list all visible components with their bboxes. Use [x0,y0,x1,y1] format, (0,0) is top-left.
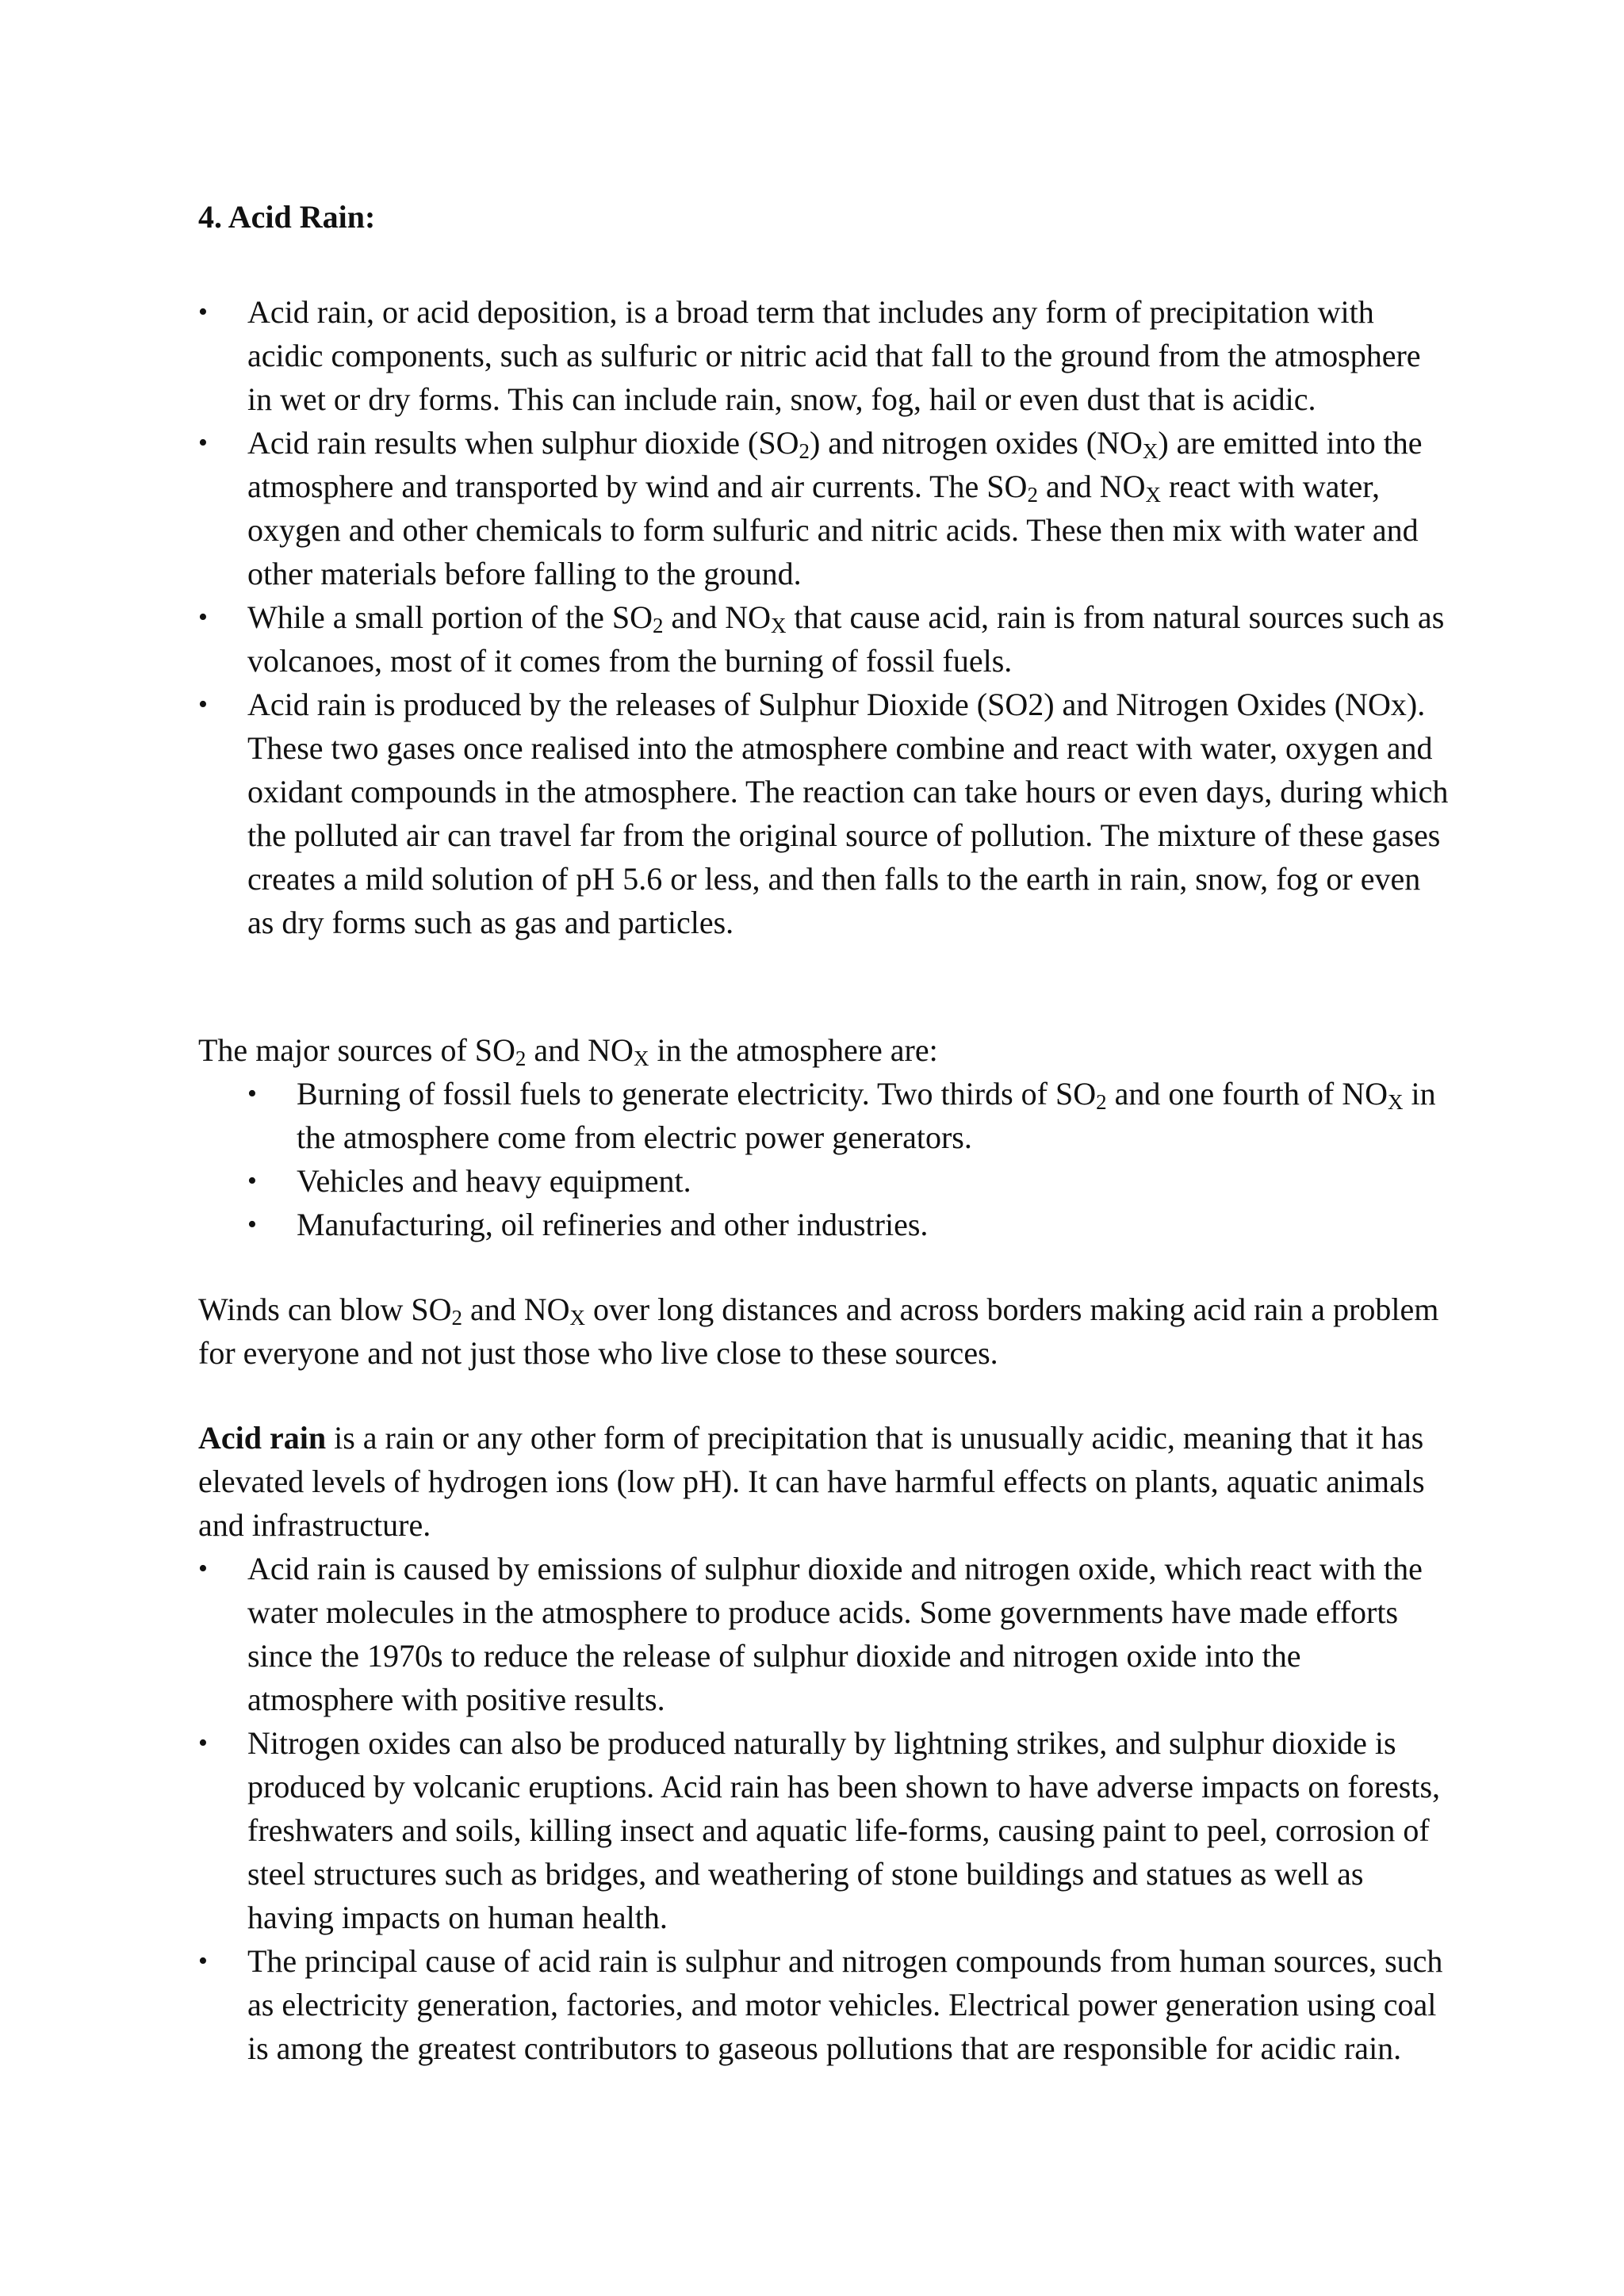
sources-list [198,1072,1451,1246]
definition-term: Acid rain [198,1420,327,1456]
definition-paragraph: Acid rain is a rain or any other form of precipitation that is unusually acidic, meaning that it has elevated levels of hydrogen ions (low pH). It can have harmful effects on plants, aquatic animals and infrastructure. [198,1420,1425,1543]
intro-bullet-list-container [198,290,1451,944]
intro-bullet-list [198,290,1451,944]
intro-bullet-2: • Acid rain results when sulphur dioxide $(SO_2)$ and nitrogen oxides $(NO_X)$ are emitted into the atmosphere and transported by wind and air currents. The $SO_2$ and $NO_X$ react with water, oxygen and other chemicals to form sulfuric and nitric acids. These then mix with water and other materials before falling to the ground. [198,421,1451,595]
more-bullet-list [198,1547,1451,2070]
more-bullet-1: • Acid rain is caused by emissions of sulphur dioxide and nitrogen oxide, which react with the water molecules in the atmosphere to produce acids. Some governments have made efforts since the 1970s to reduce the release of sulphur dioxide and nitrogen oxide into the atmosphere with positive results. [198,1547,1451,1721]
intro-bullet-3: • While a small portion of the $SO_2$ and $NO_X$ that cause acid, rain is from natural sources such as volcanoes, most of it comes from the burning of fossil fuels. [198,595,1451,683]
winds-paragraph: Winds can blow $SO_2$ and $NO_X$ over long distances and across borders making acid rain a problem for everyone and not just those who live close to these sources. [198,1292,1439,1371]
intro-bullet-4: • Acid rain is produced by the releases of Sulphur Dioxide (SO2) and Nitrogen Oxides (NOx). These two gases once realised into the atmosphere combine and react with water, oxygen and oxidant compounds in the atmosphere. The reaction can take hours or even days, during which the polluted air can travel far from the original source of pollution. The mixture of these gases creates a mild solution of pH 5.6 or less, and then falls to the earth in rain, snow, fog or even as dry forms such as gas and particles. [198,683,1451,944]
more-bullet-3: • The principal cause of acid rain is sulphur and nitrogen compounds from human sources, such as electricity generation, factories, and motor vehicles. Electrical power generation using coal is among the greatest contributors to gaseous pollutions that are responsible for acidic rain. [198,1939,1451,2070]
source-item-2: • Vehicles and heavy equipment. [198,1159,1451,1203]
intro-bullet-1: • Acid rain, or acid deposition, is a broad term that includes any form of precipitation with acidic components, such as sulfuric or nitric acid that fall to the ground from the atmosphere in wet or dry forms. This can include rain, snow, fog, hail or even dust that is acidic. [198,290,1451,421]
more-bullet-2: • Nitrogen oxides can also be produced naturally by lightning strikes, and sulphur dioxide is produced by volcanic eruptions. Acid rain has been shown to have adverse impacts on forests, freshwaters and soils, killing insect and aquatic life-forms, causing paint to peel, corrosion of steel structures such as bridges, and weathering of stone buildings and statues as well as having impacts on human health. [198,1721,1451,1939]
sources-section [198,1028,1451,1246]
sources-intro: The major sources of $SO_2$ and $NO_X$ in the atmosphere are: [198,1032,938,1070]
source-item-1: • Burning of fossil fuels to generate electricity. Two thirds of $SO_2$ and one fourth of $NO_X$ in the atmosphere come from electric power generators. [198,1072,1451,1159]
section-heading: 4. Acid Rain: [198,199,376,235]
source-item-3: • Manufacturing, oil refineries and other industries. [198,1203,1451,1246]
definition-section [198,1416,1451,2070]
winds-paragraph-container [198,1288,1451,1375]
